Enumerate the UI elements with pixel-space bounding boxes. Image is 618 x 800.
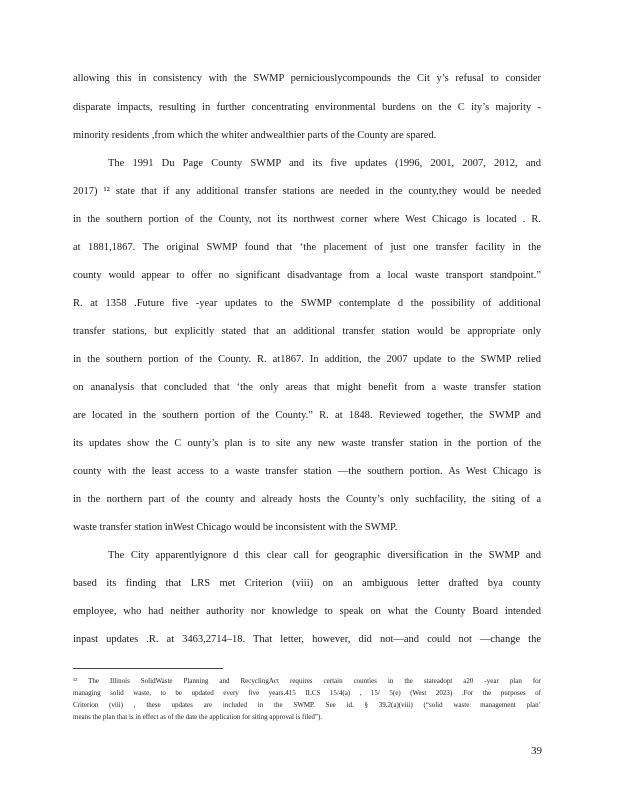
body-line: The 1991 Du Page County SWMP and its five updates (1996, 2001, 2007, 2012, and bbox=[108, 158, 541, 169]
page-number: 39 bbox=[531, 745, 542, 757]
body-line: county with the least access to a waste transfer station —the southern portion. As West Chicago is bbox=[73, 466, 541, 477]
footnote-line: means the plan that is in effect as of the date the application for siting approval is filed”). bbox=[73, 713, 323, 721]
body-line: in the southern portion of the County, not its northwest corner where West Chicago is located . R. bbox=[73, 214, 541, 225]
body-line: county would appear to offer no significant disadvantage from a local waste transport standpoint.” bbox=[73, 270, 541, 281]
body-line: R. at 1358 .Future five -year updates to the SWMP contemplate d the possibility of additional bbox=[73, 298, 541, 309]
body-line: waste transfer station inWest Chicago would be inconsistent with the SWMP. bbox=[73, 522, 398, 533]
body-line: disparate impacts, resulting in further concentrating environmental burdens on the C ity’s majority - bbox=[73, 102, 541, 113]
body-line: transfer stations, but explicitly stated that an additional transfer station would be appropriate only bbox=[73, 326, 541, 337]
body-line: minority residents ,from which the whiter andwealthier parts of the County are spared. bbox=[73, 130, 437, 141]
body-line: at 1881,1867. The original SWMP found that ‘the placement of just one transfer facility in the bbox=[73, 242, 541, 253]
body-line: based its finding that LRS met Criterion (viii) on an ambiguous letter drafted bya county bbox=[73, 578, 541, 589]
footnote-line: managing solid waste, to be updated every five years.415 ILCS 15/4(a) , 15/ 5(e) (West 2023) .For the purposes of bbox=[73, 689, 541, 697]
body-line: in the southern portion of the County. R. at1867. In addition, the 2007 update to the SWMP relied bbox=[73, 354, 541, 365]
footnote-separator bbox=[73, 668, 223, 669]
body-line: The City apparentlyignore d this clear call for geographic diversification in the SWMP and bbox=[108, 550, 541, 561]
body-line: on ananalysis that concluded that ‘the only areas that might benefit from a waste transfer station bbox=[73, 382, 541, 393]
body-line: employee, who had neither authority nor knowledge to speak on what the County Board intended bbox=[73, 606, 541, 617]
body-line: its updates show the C ounty’s plan is to site any new waste transfer station in the portion of the bbox=[73, 438, 541, 449]
footnote-line: ¹² The Illinois SolidWaste Planning and RecyclingAct requires certain counties in the stateadopt a20 -year plan for bbox=[73, 677, 541, 685]
footnote-line: Criterion (viii) , these updates are included in the SWMP. See id. § 39.2(a)(viii) (“solid waste management plan’ bbox=[73, 701, 541, 709]
body-line: in the northern part of the county and already hosts the County’s only suchfacility, the siting of a bbox=[73, 494, 541, 505]
body-line: are located in the southern portion of the County.” R. at 1848. Reviewed together, the SWMP and bbox=[73, 410, 541, 421]
body-line: allowing this in consistency with the SWMP perniciouslycompounds the Cit y’s refusal to consider bbox=[73, 73, 541, 84]
body-line: inpast updates .R. at 3463,2714–18. That letter, however, did not—and could not —change the bbox=[73, 634, 541, 645]
body-line: 2017) ¹² state that if any additional transfer stations are needed in the county,they would be needed bbox=[73, 186, 541, 197]
